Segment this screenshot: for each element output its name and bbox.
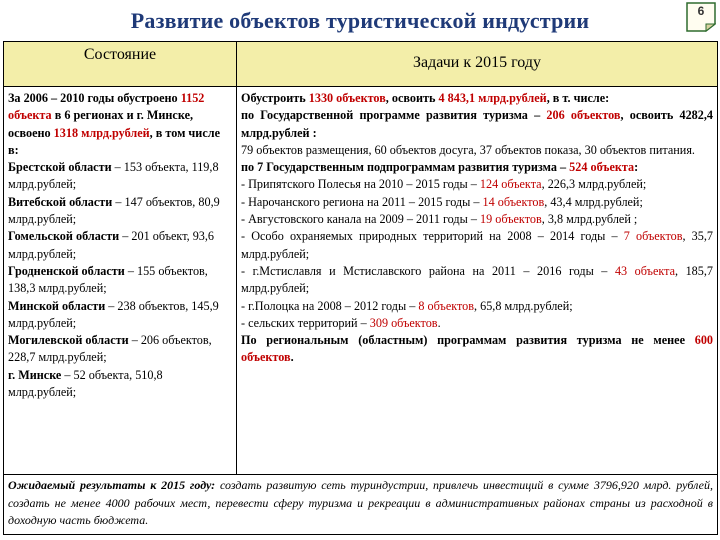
task-regional-c: . bbox=[290, 350, 294, 365]
subprogram-naroch-count: 14 объектов bbox=[482, 194, 545, 209]
expected-results-label: Ожидаемый результаты к 2015 году: bbox=[8, 478, 216, 492]
task-state-program bbox=[241, 107, 713, 142]
region-brest-name: Брестской области bbox=[8, 160, 112, 175]
status-column bbox=[4, 87, 237, 475]
task-subprograms-a: по 7 Государственным подпрограммам развития туризма – bbox=[241, 160, 570, 175]
subprogram-polotsk-count: 8 объектов bbox=[418, 298, 475, 313]
subprogram-rural-c: . bbox=[437, 315, 441, 330]
region-vitebsk bbox=[8, 195, 220, 226]
task-subprograms-count: 524 объекта bbox=[569, 160, 635, 175]
region-grodno-value: – 155 объектов, 138,3 млрд.рублей; bbox=[8, 263, 208, 296]
region-minsk-oblast-name: Минской области bbox=[8, 298, 106, 313]
status-intro-text: За 2006 – 2010 годы обустроено bbox=[8, 91, 181, 105]
task-regional-a: По региональным (областным) программам развития туризма не менее bbox=[241, 333, 695, 348]
subprogram-protected bbox=[241, 228, 713, 263]
region-gomel-name: Гомельской области bbox=[8, 229, 120, 244]
subprogram-rural bbox=[241, 315, 713, 332]
region-grodno-name: Гродненской области bbox=[8, 263, 125, 278]
subprogram-naroch-a: - Нарочанского региона на 2011 – 2015 годы – bbox=[241, 194, 483, 209]
region-grodno bbox=[8, 264, 208, 295]
region-vitebsk-name: Витебской области bbox=[8, 194, 113, 209]
task-state-program-a: по Государственной программе развития туризма – bbox=[241, 108, 547, 123]
task-state-program-c: , освоить 4282,4 млрд.рублей : bbox=[241, 108, 713, 140]
task-total-e: , в т. числе: bbox=[546, 91, 610, 105]
region-brest bbox=[8, 160, 219, 191]
header-status: Состояние bbox=[4, 42, 237, 87]
subprogram-pripyat-count: 124 объекта bbox=[479, 177, 542, 192]
region-vitebsk-value: – 147 объектов, 80,9 млрд.рублей; bbox=[8, 194, 220, 227]
header-tasks: Задачи к 2015 году bbox=[237, 42, 718, 87]
objects-table bbox=[3, 41, 718, 535]
subprogram-protected-a: - Особо охраняемых природных территорий на 2008 – 2014 годы – bbox=[241, 229, 624, 244]
subprogram-polotsk-a: - г.Полоцка на 2008 – 2012 годы – bbox=[241, 298, 419, 313]
subprogram-rural-count: 309 объектов bbox=[369, 315, 438, 330]
subprogram-mstislavl-c: , 185,7 млрд.рублей; bbox=[241, 263, 714, 296]
region-minsk-city-name: г. Минске bbox=[8, 367, 62, 382]
task-object-types: 79 объектов размещения, 60 объектов досуга, 37 объектов показа, 30 объектов питания. bbox=[241, 142, 695, 157]
subprogram-naroch bbox=[241, 194, 713, 211]
subprogram-polotsk-c: , 65,8 млрд.рублей; bbox=[474, 298, 573, 313]
region-brest-value: – 153 объекта, 119,8 млрд.рублей; bbox=[8, 160, 219, 192]
region-mogilev-value: – 206 объектов, 228,7 млрд.рублей; bbox=[8, 333, 212, 365]
region-minsk-city bbox=[8, 368, 163, 399]
region-minsk-oblast-value: – 238 объектов, 145,9 млрд.рублей; bbox=[8, 298, 219, 330]
tasks-column bbox=[237, 87, 718, 475]
task-subprograms-c: : bbox=[634, 160, 639, 175]
subprogram-pripyat-a: - Припятского Полесья на 2010 – 2015 годы – bbox=[241, 177, 480, 192]
region-minsk-city-value: – 52 объекта, 510,8 млрд.рублей; bbox=[8, 367, 163, 400]
task-state-program-count: 206 объектов bbox=[546, 108, 621, 123]
status-intro bbox=[8, 91, 220, 157]
task-regional bbox=[241, 332, 713, 367]
subprogram-mstislavl-a: - г.Мстиславля и Мстиславского района на 2011 – 2016 годы – bbox=[241, 263, 615, 278]
task-total-count: 1330 объектов bbox=[308, 91, 386, 105]
subprogram-naroch-c: , 43,4 млрд.рублей; bbox=[544, 194, 643, 209]
status-intro-sum: 1318 млрд.рублей bbox=[53, 125, 150, 140]
region-minsk-oblast bbox=[8, 299, 219, 330]
subprogram-polotsk bbox=[241, 298, 713, 315]
subprogram-augustow bbox=[241, 211, 713, 228]
subprogram-pripyat bbox=[241, 176, 713, 193]
task-total-a: Обустроить bbox=[241, 91, 309, 105]
slide-number: 6 bbox=[697, 4, 705, 18]
expected-results bbox=[4, 475, 718, 535]
subprogram-protected-count: 7 объектов bbox=[623, 229, 683, 244]
subprogram-augustow-c: , 3,8 млрд.рублей ; bbox=[541, 212, 638, 227]
subprogram-mstislavl bbox=[241, 263, 713, 298]
status-intro-end: , в том числе в: bbox=[8, 125, 220, 157]
task-total-sum: 4 843,1 млрд.рублей bbox=[438, 91, 547, 105]
subprogram-rural-a: - сельских территорий – bbox=[241, 315, 370, 330]
expected-results-text: создать развитую сеть туриндустрии, привлечь инвестиций в сумме 3796,920 млрд. рублей, создать не менее 4000 рабочих мест, перевести сферу туризма и рекреации в административных районах страны из расходной в доходную часть бюджета. bbox=[8, 478, 714, 527]
subprogram-pripyat-c: , 226,3 млрд.рублей; bbox=[541, 177, 647, 192]
subprogram-augustow-count: 19 объектов bbox=[480, 212, 542, 227]
region-gomel bbox=[8, 229, 214, 260]
task-subprograms bbox=[241, 159, 713, 176]
status-intro-count: 1152 объекта bbox=[8, 91, 205, 123]
subprogram-mstislavl-count: 43 объекта bbox=[614, 263, 676, 278]
slide-number-badge bbox=[686, 2, 716, 32]
task-total bbox=[241, 90, 713, 107]
task-regional-count: 600 объектов bbox=[241, 333, 713, 365]
region-gomel-value: – 201 объект, 93,6 млрд.рублей; bbox=[8, 229, 215, 261]
subprogram-protected-c: , 35,7 млрд.рублей; bbox=[241, 229, 713, 261]
status-intro-regions: в 6 регионах и г. Минске, освоено bbox=[8, 108, 194, 140]
subprogram-augustow-a: - Августовского канала на 2009 – 2011 годы – bbox=[241, 212, 480, 227]
region-mogilev bbox=[8, 333, 212, 364]
region-mogilev-name: Могилевской области bbox=[8, 333, 129, 348]
task-total-c: , освоить bbox=[385, 91, 439, 105]
page-title: Развитие объектов туристической индустрии bbox=[130, 8, 590, 33]
